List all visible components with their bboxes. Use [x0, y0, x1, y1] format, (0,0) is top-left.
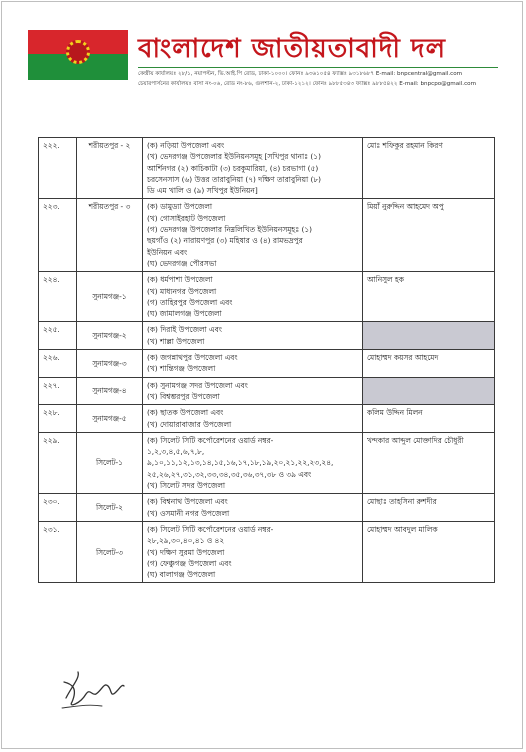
area-line: ১,২,৩,৪,৫,৬,৭,৮, [147, 447, 205, 457]
table-row [39, 272, 495, 322]
constituency-name: সুনামগঞ্জ-৫ [77, 405, 143, 433]
area-line: (ক) সিলেট সিটি কর্পোরেশনের ওয়ার্ড নম্বর- [147, 435, 274, 445]
area-line: (খ) শাল্লা উপজেলা [147, 336, 205, 346]
table-row [39, 521, 495, 582]
constituency-area-description [143, 521, 363, 582]
area-line: (গ) ফেঞ্চুগঞ্জ উপজেলা এবং [147, 558, 232, 568]
constituency-area-description [143, 405, 363, 433]
party-flag-logo [28, 30, 128, 80]
area-line: (খ) ওসমানী নগর উপজেলা [147, 508, 230, 518]
serial-number: ২৩১. [39, 521, 77, 582]
constituency-area-description [143, 377, 363, 405]
table-row [39, 432, 495, 493]
table-row [39, 377, 495, 405]
area-line: (ক) জগন্নাথপুর উপজেলা এবং [147, 353, 238, 363]
area-line: ২৫,২৬,২৭,৩১,৩২,৩৩,৩৪,৩৫,৩৬,৩৭,৩৮ ও ৩৯ এবং [147, 469, 312, 479]
area-line: (খ) সিলেট সদর উপজেলা [147, 481, 226, 491]
area-line: (খ) গোসাইরহাট উপজেলা [147, 213, 226, 223]
area-line: (গ) ভেদরগঞ্জ উপজেলার নিম্নলিখিত ইউনিয়নসমূহঃ (১) [147, 225, 313, 235]
serial-number: ২২৩. [39, 199, 77, 272]
constituency-area-description [143, 494, 363, 522]
candidate-name [363, 322, 495, 350]
constituency-name: শরীয়তপুর - ২ [77, 138, 143, 199]
constituency-area-description [143, 272, 363, 322]
area-line: (গ) তাহিরপুর উপজেলা এবং [147, 297, 233, 307]
constituency-name: সিলেট-২ [77, 494, 143, 522]
area-line: ২৮,২৯,৩০,৪০,৪১ ও ৪২ [147, 536, 225, 546]
constituency-name: সিলেট-১ [77, 432, 143, 493]
candidate-name: কলিম উদ্দিন মিলন [363, 405, 495, 433]
area-line: (খ) ভেদরগঞ্জ উপজেলার ইউনিয়নসমূহ [সখিপুর থানাঃ (১) [147, 152, 321, 162]
area-line: (ক) সিলেট সিটি কর্পোরেশনের ওয়ার্ড নম্বর- [147, 524, 274, 534]
area-line: চরসেনসাস (৬) উত্তর তারাবুনিয়া (৭) দক্ষিণ তারাবুনিয়া (৮) [147, 174, 322, 184]
area-line: ছয়গাঁও (২) নারায়ণপুর (৩) মহিষার ও (৪) রামভদ্রপুর [147, 236, 303, 246]
constituency-name: সিলেট-৩ [77, 521, 143, 582]
area-line: (খ) বিশ্বম্ভরপুর উপজেলা [147, 391, 220, 401]
serial-number: ২২৭. [39, 377, 77, 405]
central-office-address: কেন্দ্রীয় কার্যালয়ঃ ২৮/১, নয়াপল্টন, ভি.আই.পি রোড, ঢাকা-১০০০। ফোনঃ ৯৩৬১০৫৪ ফ্যাক্সঃ ৯৩১৮৬৮৭ E-mail: bnpcentral@gmail.com [138, 71, 463, 77]
constituency-table-wrapper [38, 137, 494, 583]
constituency-name: সুনামগঞ্জ-২ [77, 322, 143, 350]
constituency-area-description [143, 432, 363, 493]
area-line: (ক) সুনামগঞ্জ সদর উপজেলা এবং [147, 380, 248, 390]
area-line: (খ) শান্তিগঞ্জ উপজেলা [147, 364, 216, 374]
area-line: (ক) ধর্মপাশা উপজেলা [147, 275, 213, 285]
serial-number: ২৩০. [39, 494, 77, 522]
area-line: (ঘ) জামালগঞ্জ উপজেলা [147, 309, 222, 319]
area-line: (ক) নড়িয়া উপজেলা এবং [147, 141, 225, 150]
constituency-table [38, 137, 495, 583]
header-divider [138, 67, 498, 68]
emblem-icon [66, 40, 90, 64]
candidate-name: মোছাঃ তাহসিনা রুশদীর [363, 494, 495, 522]
area-line: আর্শিনগর (২) কাচিকাটা (৩) চরকুমারিয়া, (৪) চরভাগা (৫) [147, 163, 319, 173]
constituency-name: সুনামগঞ্জ-১ [77, 272, 143, 322]
area-line: ৯,১০,১১,১২,১৩,১৪,১৫,১৬,১৭,১৮,১৯,২০,২১,২২,২৩,২৪, [147, 458, 334, 468]
table-row [39, 405, 495, 433]
area-line: ইউনিয়ন এবং [147, 247, 188, 257]
area-line: (ঘ) ভেদরগঞ্জ পৌরসভা [147, 258, 217, 268]
constituency-area-description [143, 322, 363, 350]
constituency-name: সুনামগঞ্জ-৪ [77, 377, 143, 405]
serial-number: ২২২. [39, 138, 77, 199]
table-row [39, 138, 495, 199]
area-line: (খ) দোয়ারাবাজার উপজেলা [147, 419, 232, 429]
chairperson-office-address: চেয়ারপার্সনের কার্যালয়ঃ বাসা নং-০৬, রোড নং-৮৬, গুলশান-২, ঢাকা-১২১২। ফোনঃ ৯৮৮৫৩৪৩ ফ্যাক্সঃ ৯৮৮৫৪২২ E-mail: bnpcpo@gmail.com [138, 81, 477, 87]
constituency-name: সুনামগঞ্জ-৩ [77, 350, 143, 378]
candidate-name [363, 377, 495, 405]
area-line: (ক) বিশ্বনাথ উপজেলা এবং [147, 497, 228, 507]
table-row [39, 322, 495, 350]
table-row [39, 350, 495, 378]
handwritten-signature [58, 668, 128, 712]
serial-number: ২২৯. [39, 432, 77, 493]
party-name: বাংলাদেশ জাতীয়তাবাদী দল [138, 34, 446, 64]
area-line: (খ) মাধ্যনগর উপজেলা [147, 286, 217, 296]
candidate-name: মিয়াঁ নুরুদ্দিন আহমেদ অপু [363, 199, 495, 272]
area-line: ডি এম খালি ও (৯) সখিপুর ইউনিয়ন] [147, 186, 258, 196]
serial-number: ২২৫. [39, 322, 77, 350]
letterhead [28, 30, 498, 96]
candidate-name: মোহাম্মদ আবদুল মালিক [363, 521, 495, 582]
constituency-area-description [143, 199, 363, 272]
candidate-name: আনিসুল হক [363, 272, 495, 322]
area-line: (ক) ডামুড্যা উপজেলা [147, 202, 213, 212]
constituency-name: শরীয়তপুর - ৩ [77, 199, 143, 272]
table-row [39, 494, 495, 522]
constituency-area-description [143, 350, 363, 378]
candidate-name: মোঃ শফিকুর রহমান কিরণ [363, 138, 495, 199]
candidate-name: খন্দকার আব্দুল মোক্তাদির চৌধুরী [363, 432, 495, 493]
area-line: (খ) দক্ষিণ সুরমা উপজেলা [147, 547, 225, 557]
candidate-name: মোহাম্মদ কয়সর আহমেদ [363, 350, 495, 378]
serial-number: ২২৬. [39, 350, 77, 378]
constituency-area-description [143, 138, 363, 199]
area-line: (ঘ) বালাগঞ্জ উপজেলা [147, 570, 216, 580]
area-line: (ক) ছাতক উপজেলা এবং [147, 408, 224, 418]
table-body [39, 138, 495, 583]
table-row [39, 199, 495, 272]
area-line: (ক) দিরাই উপজেলা এবং [147, 325, 222, 335]
serial-number: ২২৪. [39, 272, 77, 322]
serial-number: ২২৮. [39, 405, 77, 433]
